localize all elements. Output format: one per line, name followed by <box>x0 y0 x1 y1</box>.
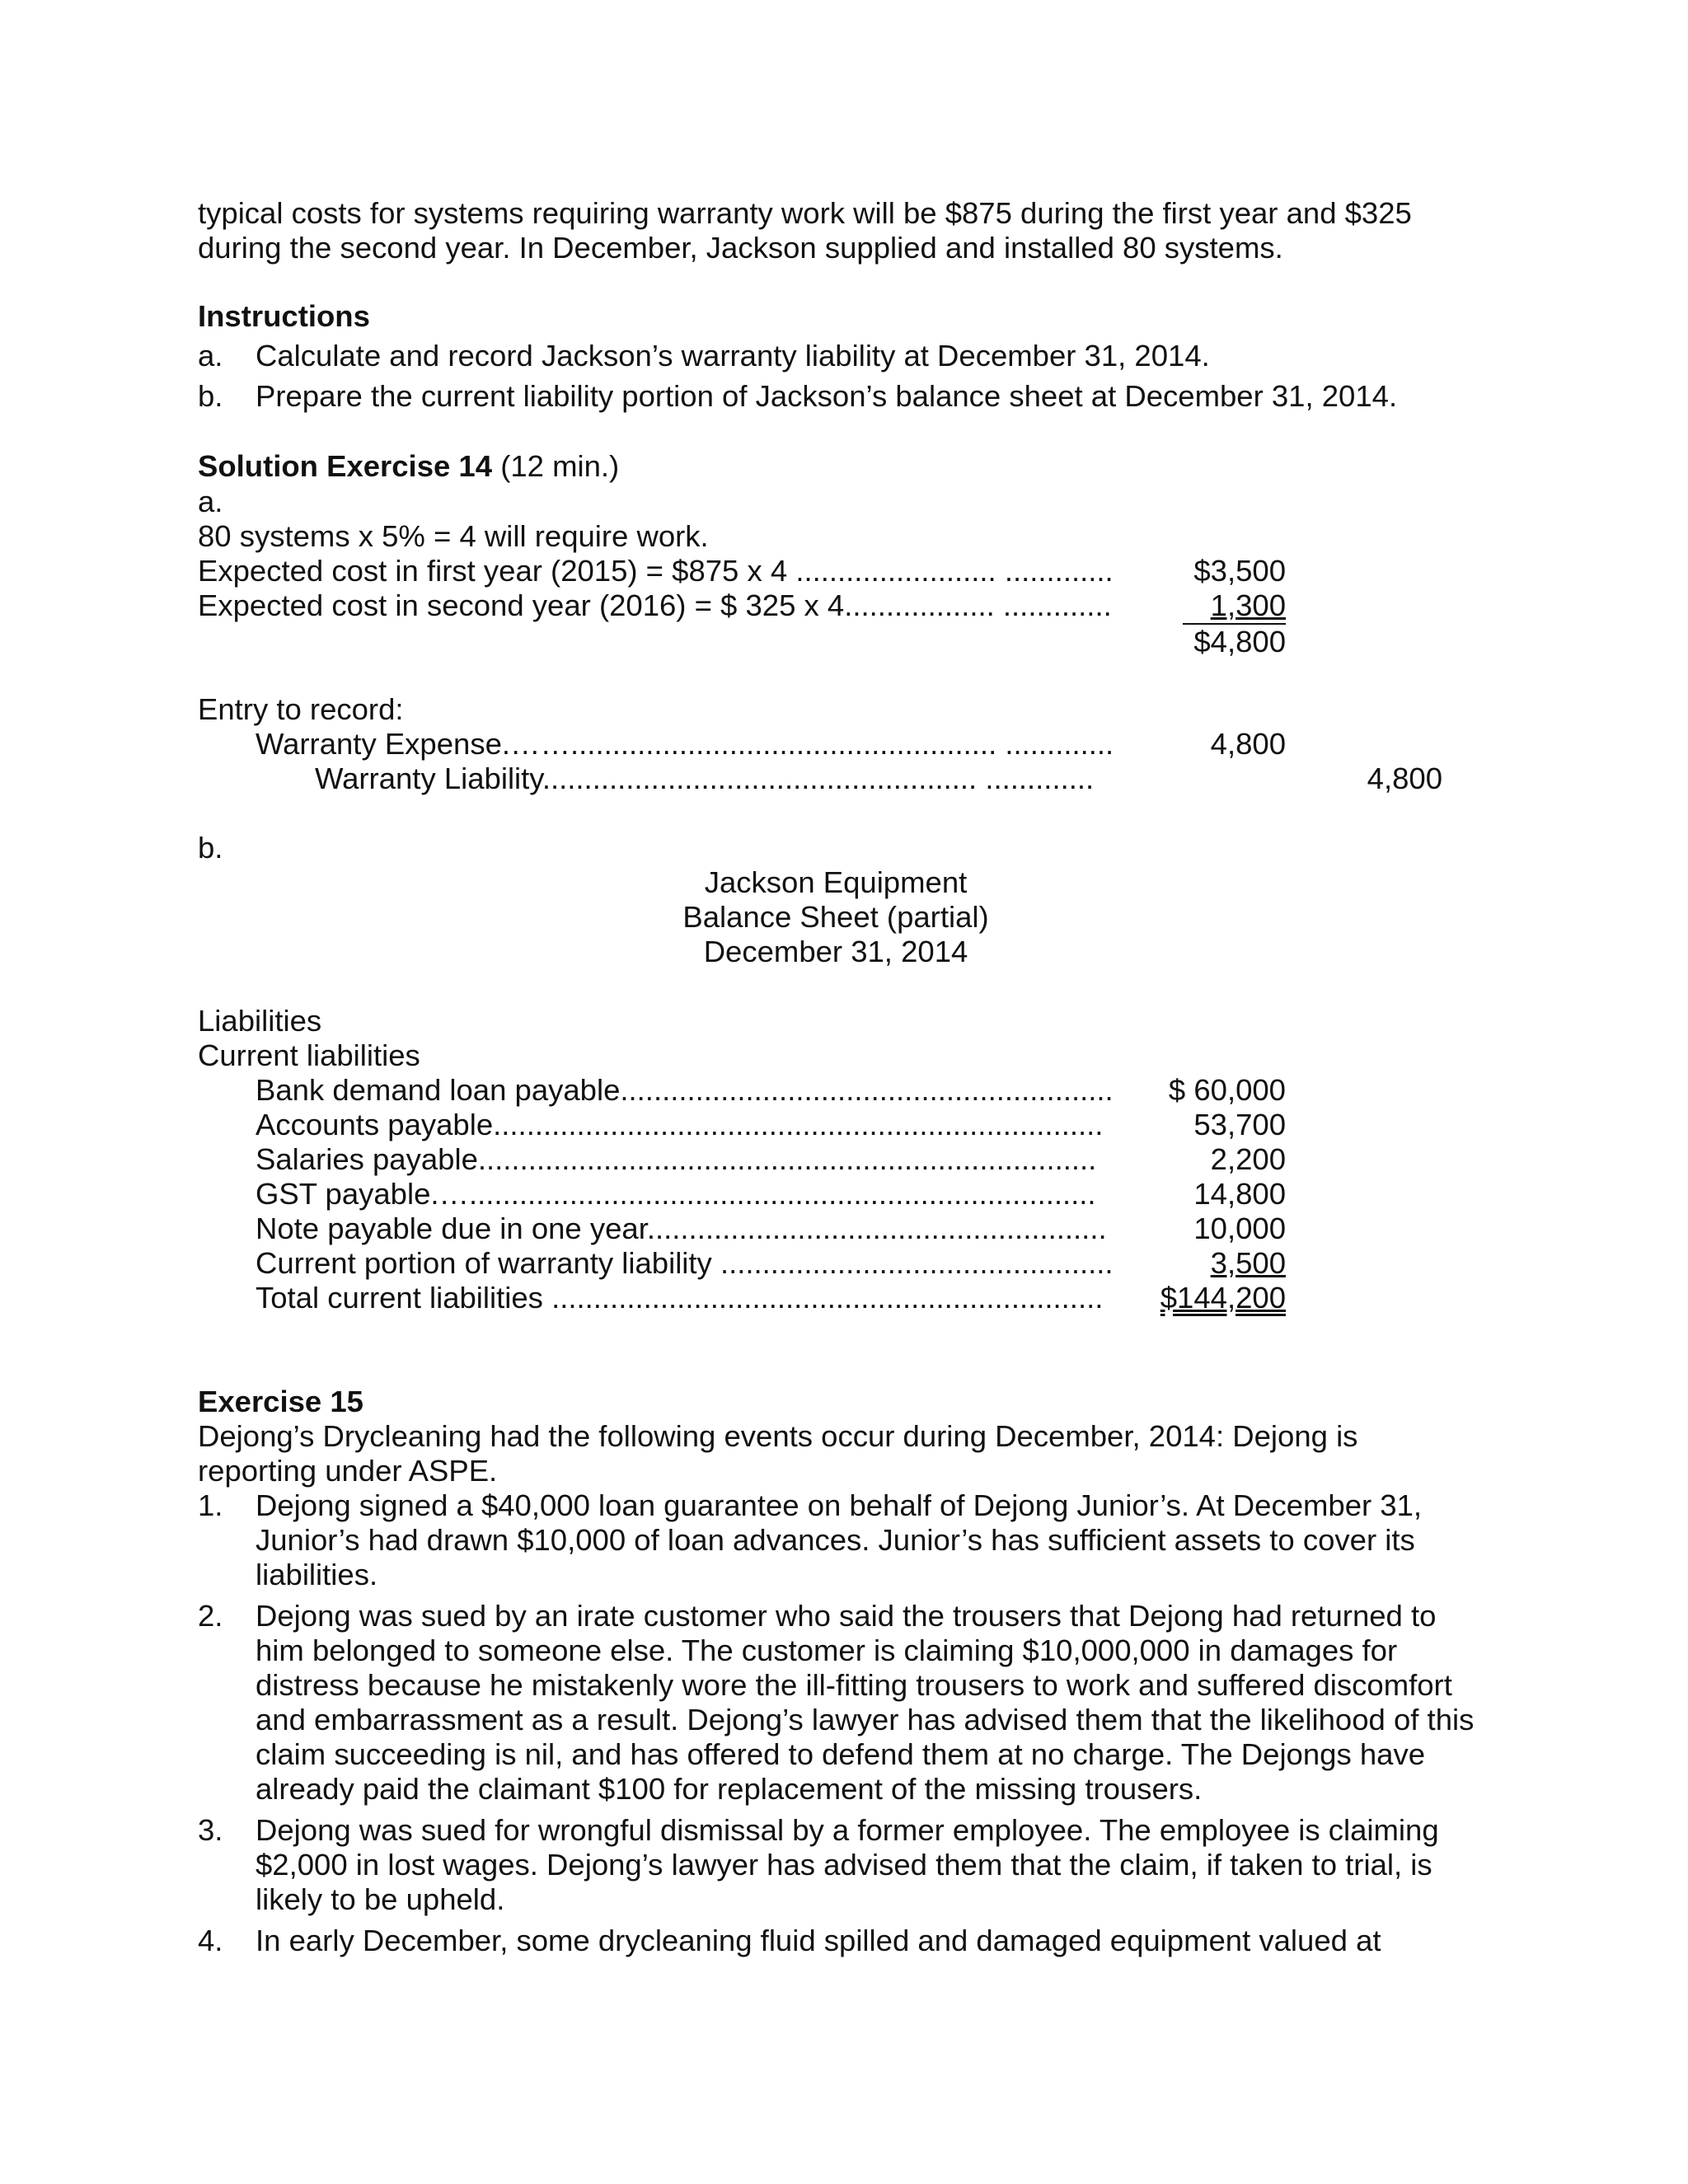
bs-row-amount: 10,000 <box>1193 1212 1286 1245</box>
exercise15-item-4-line: In early December, some drycleaning fluid spilled and damaged equipment valued at <box>256 1924 1381 1957</box>
entry-credit-amount: 4,800 <box>1367 762 1442 795</box>
bs-total-label: Total current liabilities .................................................................. <box>256 1281 1104 1315</box>
calc-amount-2 <box>1154 588 1286 623</box>
intro-line-1: typical costs for systems requiring warranty work will be $875 during the first year and $325 <box>198 196 1412 230</box>
solution-heading-time: (12 min.) <box>492 449 620 483</box>
exercise15-item-3-line: Dejong was sued for wrongful dismissal by a former employee. The employee is claiming <box>256 1813 1439 1847</box>
entry-credit-account: Warranty Liability.................................................... ............. <box>315 762 1095 795</box>
exercise15-marker-4: 4. <box>198 1924 223 1957</box>
part-a-label: a. <box>198 485 223 518</box>
solution-heading <box>198 449 619 484</box>
instruction-item-b: Prepare the current liability portion of Jackson’s balance sheet at December 31, 2014. <box>256 379 1398 413</box>
entry-heading: Entry to record: <box>198 692 404 726</box>
bs-row-label: Accounts payable......................................................................... <box>256 1108 1104 1141</box>
bs-row-amount: $ 60,000 <box>1168 1073 1286 1107</box>
exercise15-item-2-line: distress because he mistakenly wore the ill-fitting trousers to work and suffered discomfort <box>256 1668 1452 1702</box>
instruction-marker-b: b. <box>198 379 223 413</box>
calc-amount-2-text: 1,300 <box>1210 588 1286 622</box>
bs-section: Liabilities <box>198 1004 322 1038</box>
intro-line-2: during the second year. In December, Jackson supplied and installed 80 systems. <box>198 231 1283 265</box>
bs-row-label: Note payable due in one year....................................................... <box>256 1212 1107 1245</box>
exercise15-item-2-line: Dejong was sued by an irate customer who said the trousers that Dejong had returned to <box>256 1599 1437 1633</box>
bs-date: December 31, 2014 <box>703 935 968 968</box>
bs-row-label: Current portion of warranty liability ............................................... <box>256 1246 1114 1280</box>
solution-heading-title: Solution Exercise 14 <box>198 449 493 483</box>
exercise15-item-1-line: Junior’s had drawn $10,000 of loan advances. Junior’s has sufficient assets to cover its <box>256 1523 1415 1557</box>
bs-row-label: GST payable.…........................................................................... <box>256 1177 1096 1211</box>
bs-total-amount-text: $144,200 <box>1160 1281 1286 1315</box>
bs-subsection: Current liabilities <box>198 1038 420 1072</box>
bs-company: Jackson Equipment <box>704 865 968 899</box>
exercise15-item-1-line: liabilities. <box>256 1558 378 1591</box>
exercise15-item-2-line: him belonged to someone else. The customer is claiming $10,000,000 in damages for <box>256 1633 1398 1667</box>
exercise15-intro-1: Dejong’s Drycleaning had the following events occur during December, 2014: Dejong is <box>198 1419 1358 1453</box>
instruction-marker-a: a. <box>198 339 223 373</box>
exercise15-item-1-line: Dejong signed a $40,000 loan guarantee on behalf of Dejong Junior’s. At December 31, <box>256 1488 1423 1522</box>
exercise15-marker-3: 3. <box>198 1813 223 1847</box>
bs-row-label: Salaries payable.......................................................................... <box>256 1142 1097 1176</box>
exercise15-item-3-line: $2,000 in lost wages. Dejong’s lawyer has advised them that the claim, if taken to trial, is <box>256 1848 1432 1882</box>
exercise15-item-3-line: likely to be upheld. <box>256 1882 505 1916</box>
systems-line: 80 systems x 5% = 4 will require work. <box>198 519 709 553</box>
bs-row-amount: 14,800 <box>1193 1177 1286 1211</box>
instructions-heading: Instructions <box>198 299 370 333</box>
bs-row-label: Bank demand loan payable........................................................... <box>256 1073 1114 1107</box>
bs-row-amount <box>1154 1246 1286 1281</box>
instruction-item-a: Calculate and record Jackson’s warranty liability at December 31, 2014. <box>256 339 1210 373</box>
calc-label-2: Expected cost in second year (2016) = $ 325 x 4.................. ............. <box>198 588 1112 622</box>
bs-title: Balance Sheet (partial) <box>682 900 989 934</box>
exercise15-heading: Exercise 15 <box>198 1385 363 1418</box>
bs-row-amount: 53,700 <box>1193 1108 1286 1141</box>
entry-debit-amount: 4,800 <box>1210 727 1286 761</box>
bs-row-amount: 2,200 <box>1210 1142 1286 1176</box>
exercise15-item-2-line: and embarrassment as a result. Dejong’s lawyer has advised them that the likelihood of this <box>256 1703 1475 1736</box>
entry-debit-account: Warranty Expense.……................................................... ............. <box>256 727 1114 761</box>
exercise15-item-2-line: already paid the claimant $100 for replacement of the missing trousers. <box>256 1772 1203 1806</box>
exercise15-intro-2: reporting under ASPE. <box>198 1454 498 1488</box>
calc-amount-1: $3,500 <box>1193 554 1286 588</box>
exercise15-marker-2: 2. <box>198 1599 223 1633</box>
part-b-label: b. <box>198 831 223 865</box>
exercise15-marker-1: 1. <box>198 1488 223 1522</box>
exercise15-item-2-line: claim succeeding is nil, and has offered to defend them at no charge. The Dejongs have <box>256 1737 1425 1771</box>
bs-row-amount-text: 3,500 <box>1210 1246 1286 1280</box>
calc-total: $4,800 <box>1183 623 1286 659</box>
calc-label-1: Expected cost in first year (2015) = $875 x 4 ........................ ............. <box>198 554 1114 588</box>
bs-total-amount <box>1154 1281 1286 1315</box>
